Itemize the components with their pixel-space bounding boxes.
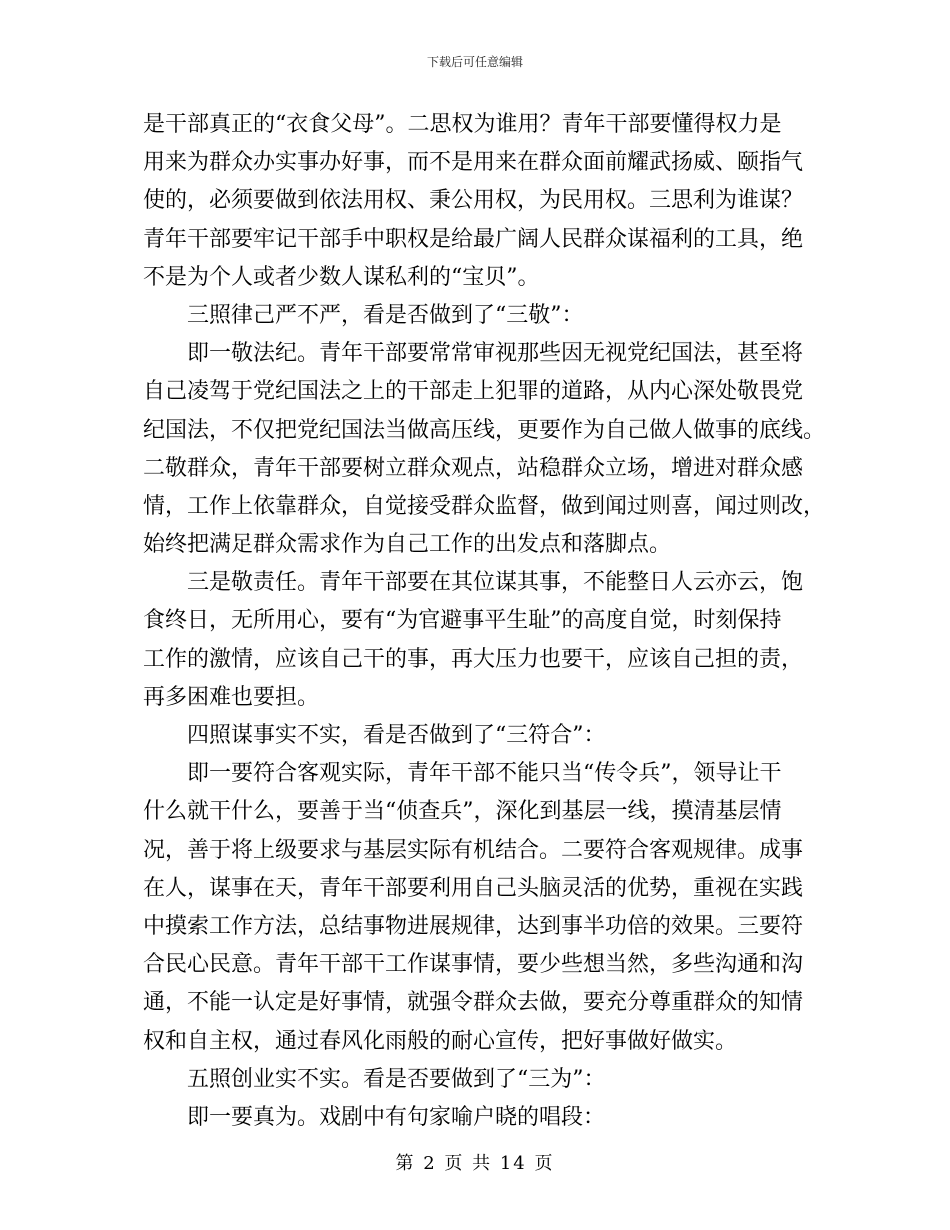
text-line: 青年干部要牢记干部手中职权是给最广阔人民群众谋福利的工具，绝 (143, 226, 804, 252)
text-line: 通，不能一认定是好事情，就强令群众去做，要充分尊重群众的知情 (143, 990, 804, 1016)
text-line: 中摸索工作方法，总结事物进展规律，达到事半功倍的效果。三要符 (143, 913, 804, 939)
text-line: 即一敬法纪。青年干部要常常审视那些因无视党纪国法，甚至将 (187, 341, 804, 367)
text-line: 不是为个人或者少数人谋私利的“宝贝”。 (143, 264, 540, 290)
text-line: 始终把满足群众需求作为自己工作的出发点和落脚点。 (143, 532, 672, 558)
text-line: 合民心民意。青年干部干工作谋事情，要少些想当然，多些沟通和沟 (143, 952, 804, 978)
text-line: 即一要符合客观实际，青年干部不能只当“传令兵”，领导让干 (187, 761, 782, 787)
page-header: 下载后可任意编辑 (426, 55, 523, 69)
body-text (143, 106, 826, 1137)
text-line: 三照律己严不严，看是否做到了“三敬”： (187, 302, 584, 328)
text-line: 四照谋事实不实，看是否做到了“三符合”： (187, 723, 606, 748)
text-line: 在人，谋事在天，青年干部要利用自己头脑灵活的优势，重视在实践 (143, 875, 804, 901)
text-line: 什么就干什么，要善于当“侦查兵”，深化到基层一线，摸清基层情 (143, 799, 782, 825)
text-line: 纪国法，不仅把党纪国法当做高压线，更要作为自己做人做事的底线。 (143, 417, 826, 443)
text-line: 权和自主权，通过春风化雨般的耐心宣传，把好事做好做实。 (143, 1028, 738, 1054)
text-line: 二敬群众，青年干部要树立群众观点，站稳群众立场，增进对群众感 (143, 455, 804, 481)
text-line: 自己凌驾于党纪国法之上的干部走上犯罪的道路，从内心深处敬畏党 (143, 379, 804, 405)
text-line: 使的，必须要做到依法用权、秉公用权，为民用权。三思利为谁谋？ (143, 188, 804, 214)
text-line: 即一要真为。戏剧中有句家喻户晓的唱段： (187, 1104, 606, 1130)
page-footer: 第 2 页 共 14 页 (395, 1153, 555, 1174)
text-line: 五照创业实不实。看是否要做到了“三为”： (187, 1066, 606, 1092)
text-line: 情，工作上依靠群众，自觉接受群众监督，做到闻过则喜，闻过则改， (143, 493, 826, 519)
text-line: 再多困难也要担。 (143, 684, 320, 710)
text-line: 食终日，无所用心，要有“为官避事平生耻”的高度自觉，时刻保持 (143, 608, 782, 634)
text-line: 用来为群众办实事办好事，而不是用来在群众面前耀武扬威、颐指气 (143, 150, 804, 176)
text-line: 况，善于将上级要求与基层实际有机结合。二要符合客观规律。成事 (143, 837, 804, 863)
text-line: 三是敬责任。青年干部要在其位谋其事，不能整日人云亦云，饱 (187, 570, 804, 596)
text-line: 是干部真正的“衣食父母”。二思权为谁用？青年干部要懂得权力是 (143, 112, 782, 137)
text-line: 工作的激情，应该自己干的事，再大压力也要干，应该自己担的责， (143, 646, 804, 672)
